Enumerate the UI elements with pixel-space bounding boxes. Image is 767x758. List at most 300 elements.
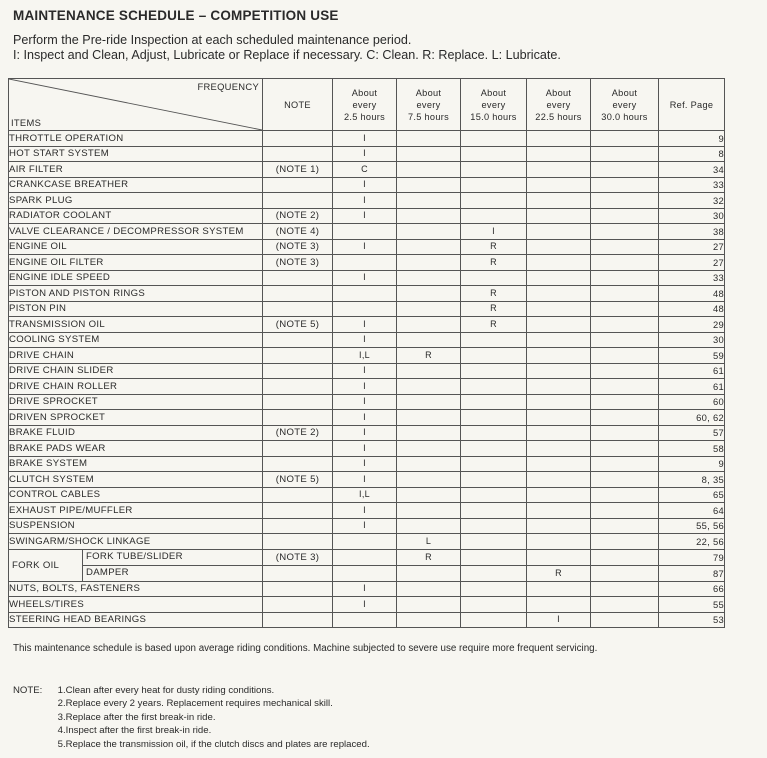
interval-cell: I bbox=[333, 394, 397, 410]
interval-cell bbox=[333, 255, 397, 271]
item-name: CLUTCH SYSTEM bbox=[9, 472, 263, 488]
interval-cell bbox=[461, 456, 527, 472]
interval-cell: I bbox=[333, 363, 397, 379]
table-row bbox=[9, 441, 725, 457]
interval-cell bbox=[397, 503, 461, 519]
items-label: ITEMS bbox=[11, 117, 42, 128]
interval-cell bbox=[527, 301, 591, 317]
interval-cell bbox=[591, 177, 659, 193]
item-name: HOT START SYSTEM bbox=[9, 146, 263, 162]
interval-cell: I bbox=[527, 612, 591, 628]
item-name: NUTS, BOLTS, FASTENERS bbox=[9, 581, 263, 597]
interval-cell bbox=[591, 146, 659, 162]
table-row bbox=[9, 410, 725, 426]
note-cell bbox=[263, 534, 333, 550]
interval-cell bbox=[591, 425, 659, 441]
interval-cell bbox=[397, 363, 461, 379]
table-row bbox=[9, 597, 725, 613]
interval-cell: I bbox=[333, 518, 397, 534]
ref-page-cell: 8, 35 bbox=[659, 472, 725, 488]
interval-cell bbox=[591, 503, 659, 519]
note-cell bbox=[263, 456, 333, 472]
note-cell bbox=[263, 597, 333, 613]
interval-cell bbox=[397, 472, 461, 488]
item-name: WHEELS/TIRES bbox=[9, 597, 263, 613]
interval-cell bbox=[461, 612, 527, 628]
table-row bbox=[9, 146, 725, 162]
table-row bbox=[9, 131, 725, 147]
interval-cell bbox=[527, 487, 591, 503]
interval-cell bbox=[333, 286, 397, 302]
note-cell bbox=[263, 394, 333, 410]
note-item: 5.Replace the transmission oil, if the clutch discs and plates are replaced. bbox=[57, 738, 370, 750]
note-header: NOTE bbox=[263, 79, 333, 131]
table-row bbox=[9, 177, 725, 193]
interval-cell: I bbox=[333, 332, 397, 348]
interval-cell bbox=[591, 534, 659, 550]
note-cell bbox=[263, 131, 333, 147]
interval-cell bbox=[591, 472, 659, 488]
note-cell bbox=[263, 518, 333, 534]
interval-cell bbox=[591, 239, 659, 255]
ref-page-cell: 27 bbox=[659, 239, 725, 255]
table-row bbox=[9, 472, 725, 488]
ref-page-cell: 60, 62 bbox=[659, 410, 725, 426]
interval-cell bbox=[527, 410, 591, 426]
interval-cell bbox=[527, 162, 591, 178]
interval-header: About every 2.5 hours bbox=[333, 79, 397, 131]
interval-cell bbox=[397, 379, 461, 395]
table-row bbox=[9, 534, 725, 550]
interval-cell bbox=[397, 332, 461, 348]
interval-cell bbox=[591, 441, 659, 457]
interval-cell bbox=[527, 146, 591, 162]
ref-page-cell: 57 bbox=[659, 425, 725, 441]
fork-oil-group bbox=[9, 549, 263, 581]
interval-cell bbox=[527, 255, 591, 271]
table-row bbox=[9, 503, 725, 519]
item-name: DRIVE CHAIN SLIDER bbox=[9, 363, 263, 379]
interval-cell bbox=[397, 131, 461, 147]
interval-cell bbox=[333, 301, 397, 317]
item-name: SPARK PLUG bbox=[9, 193, 263, 209]
ref-page-cell: 22, 56 bbox=[659, 534, 725, 550]
item-name: CRANKCASE BREATHER bbox=[9, 177, 263, 193]
ref-page-header: Ref. Page bbox=[659, 79, 725, 131]
ref-page-cell: 30 bbox=[659, 332, 725, 348]
ref-page-cell: 30 bbox=[659, 208, 725, 224]
interval-cell bbox=[591, 193, 659, 209]
interval-cell bbox=[591, 131, 659, 147]
interval-cell bbox=[397, 597, 461, 613]
ref-page-cell: 65 bbox=[659, 487, 725, 503]
interval-cell bbox=[461, 487, 527, 503]
interval-cell bbox=[461, 177, 527, 193]
interval-cell bbox=[591, 301, 659, 317]
interval-cell bbox=[397, 301, 461, 317]
interval-header: About every 22.5 hours bbox=[527, 79, 591, 131]
note-cell bbox=[263, 503, 333, 519]
table-row bbox=[9, 193, 725, 209]
interval-cell: I bbox=[333, 208, 397, 224]
interval-cell bbox=[461, 162, 527, 178]
interval-cell bbox=[461, 534, 527, 550]
interval-cell bbox=[397, 441, 461, 457]
interval-cell: I bbox=[333, 317, 397, 333]
table-row bbox=[9, 394, 725, 410]
table-row bbox=[9, 239, 725, 255]
interval-cell bbox=[397, 410, 461, 426]
interval-cell: R bbox=[461, 317, 527, 333]
interval-cell bbox=[591, 379, 659, 395]
interval-cell bbox=[527, 270, 591, 286]
interval-cell bbox=[527, 177, 591, 193]
note-cell: (NOTE 3) bbox=[263, 239, 333, 255]
ref-page-cell: 66 bbox=[659, 581, 725, 597]
interval-cell bbox=[527, 597, 591, 613]
interval-cell bbox=[461, 379, 527, 395]
interval-cell bbox=[397, 239, 461, 255]
ref-page-cell: 38 bbox=[659, 224, 725, 240]
interval-cell: I bbox=[333, 597, 397, 613]
item-name: ENGINE OIL bbox=[9, 239, 263, 255]
interval-cell bbox=[527, 224, 591, 240]
item-name: BRAKE PADS WEAR bbox=[9, 441, 263, 457]
interval-cell bbox=[461, 425, 527, 441]
item-name: BRAKE FLUID bbox=[9, 425, 263, 441]
interval-cell bbox=[397, 518, 461, 534]
table-body bbox=[9, 131, 725, 628]
interval-cell bbox=[333, 565, 397, 581]
table-row bbox=[9, 301, 725, 317]
interval-cell: I bbox=[333, 472, 397, 488]
ref-page-cell: 9 bbox=[659, 456, 725, 472]
interval-cell bbox=[527, 394, 591, 410]
note-item: 2.Replace every 2 years. Replacement requires mechanical skill. bbox=[57, 698, 333, 710]
interval-cell bbox=[461, 208, 527, 224]
interval-cell bbox=[527, 317, 591, 333]
interval-cell bbox=[591, 286, 659, 302]
note-cell: (NOTE 3) bbox=[263, 255, 333, 271]
interval-cell bbox=[397, 177, 461, 193]
ref-page-cell: 8 bbox=[659, 146, 725, 162]
interval-cell bbox=[527, 348, 591, 364]
frequency-label: FREQUENCY bbox=[197, 81, 259, 92]
interval-cell bbox=[461, 549, 527, 565]
table-row bbox=[9, 456, 725, 472]
interval-cell bbox=[591, 581, 659, 597]
interval-cell bbox=[397, 565, 461, 581]
table-row bbox=[9, 581, 725, 597]
item-name: SUSPENSION bbox=[9, 518, 263, 534]
item-name: VALVE CLEARANCE / DECOMPRESSOR SYSTEM bbox=[9, 224, 263, 240]
interval-cell bbox=[397, 208, 461, 224]
ref-page-cell: 33 bbox=[659, 270, 725, 286]
interval-cell: I bbox=[333, 425, 397, 441]
ref-page-cell: 58 bbox=[659, 441, 725, 457]
footer-text: This maintenance schedule is based upon average riding conditions. Machine subjected to severe use require more frequent servicing. bbox=[13, 643, 598, 654]
interval-cell bbox=[527, 472, 591, 488]
table-row bbox=[9, 332, 725, 348]
item-name: PISTON AND PISTON RINGS bbox=[9, 286, 263, 302]
note-cell bbox=[263, 565, 333, 581]
interval-cell bbox=[591, 612, 659, 628]
note-cell bbox=[263, 379, 333, 395]
item-name: CONTROL CABLES bbox=[9, 487, 263, 503]
interval-cell bbox=[527, 518, 591, 534]
ref-page-cell: 55, 56 bbox=[659, 518, 725, 534]
interval-header: About every 30.0 hours bbox=[591, 79, 659, 131]
interval-cell bbox=[591, 317, 659, 333]
note-cell bbox=[263, 581, 333, 597]
note-cell: (NOTE 2) bbox=[263, 208, 333, 224]
note-cell: (NOTE 3) bbox=[263, 549, 333, 565]
note-cell bbox=[263, 270, 333, 286]
interval-cell bbox=[591, 487, 659, 503]
interval-cell bbox=[591, 162, 659, 178]
interval-cell bbox=[461, 441, 527, 457]
interval-cell bbox=[397, 193, 461, 209]
interval-cell: I bbox=[333, 193, 397, 209]
note-item: 3.Replace after the first break-in ride. bbox=[57, 711, 216, 723]
interval-cell: I bbox=[333, 503, 397, 519]
interval-cell bbox=[333, 612, 397, 628]
table-row bbox=[9, 162, 725, 178]
interval-cell bbox=[397, 146, 461, 162]
interval-cell bbox=[461, 348, 527, 364]
interval-cell bbox=[397, 425, 461, 441]
item-name: DAMPER bbox=[86, 566, 129, 578]
fork-oil-label: FORK OIL bbox=[9, 550, 83, 581]
interval-cell bbox=[527, 208, 591, 224]
note-cell: (NOTE 1) bbox=[263, 162, 333, 178]
table-row bbox=[9, 425, 725, 441]
interval-cell bbox=[397, 270, 461, 286]
ref-page-cell: 9 bbox=[659, 131, 725, 147]
interval-cell bbox=[591, 332, 659, 348]
interval-cell: I bbox=[333, 270, 397, 286]
interval-cell bbox=[527, 503, 591, 519]
interval-cell bbox=[527, 549, 591, 565]
item-name: AIR FILTER bbox=[9, 162, 263, 178]
note-cell: (NOTE 2) bbox=[263, 425, 333, 441]
interval-cell bbox=[461, 193, 527, 209]
interval-cell bbox=[591, 255, 659, 271]
interval-cell bbox=[591, 549, 659, 565]
interval-cell bbox=[527, 456, 591, 472]
frequency-items-header bbox=[9, 79, 263, 131]
interval-cell: R bbox=[461, 239, 527, 255]
table-row bbox=[9, 317, 725, 333]
interval-cell: R bbox=[527, 565, 591, 581]
interval-cell bbox=[397, 224, 461, 240]
note-cell bbox=[263, 301, 333, 317]
item-name: DRIVE SPROCKET bbox=[9, 394, 263, 410]
interval-cell bbox=[591, 363, 659, 379]
interval-cell bbox=[461, 597, 527, 613]
table-row bbox=[9, 379, 725, 395]
ref-page-cell: 27 bbox=[659, 255, 725, 271]
interval-cell bbox=[461, 503, 527, 519]
interval-cell bbox=[527, 441, 591, 457]
ref-page-cell: 48 bbox=[659, 286, 725, 302]
interval-cell bbox=[527, 131, 591, 147]
interval-cell: R bbox=[461, 255, 527, 271]
interval-cell: L bbox=[397, 534, 461, 550]
note-cell bbox=[263, 146, 333, 162]
note-cell: (NOTE 5) bbox=[263, 317, 333, 333]
ref-page-cell: 87 bbox=[659, 565, 725, 581]
interval-cell bbox=[397, 456, 461, 472]
interval-cell bbox=[397, 317, 461, 333]
interval-cell: I bbox=[333, 441, 397, 457]
interval-cell bbox=[397, 612, 461, 628]
ref-page-cell: 53 bbox=[659, 612, 725, 628]
note-cell: (NOTE 5) bbox=[263, 472, 333, 488]
interval-cell bbox=[333, 534, 397, 550]
item-name: RADIATOR COOLANT bbox=[9, 208, 263, 224]
interval-cell bbox=[527, 379, 591, 395]
interval-cell bbox=[591, 565, 659, 581]
item-name: PISTON PIN bbox=[9, 301, 263, 317]
item-name: SWINGARM/SHOCK LINKAGE bbox=[9, 534, 263, 550]
interval-cell bbox=[397, 255, 461, 271]
interval-cell bbox=[397, 581, 461, 597]
note-cell bbox=[263, 348, 333, 364]
interval-cell: I,L bbox=[333, 487, 397, 503]
interval-cell bbox=[397, 162, 461, 178]
interval-cell: R bbox=[397, 348, 461, 364]
interval-cell: R bbox=[397, 549, 461, 565]
item-name: ENGINE IDLE SPEED bbox=[9, 270, 263, 286]
table-row bbox=[9, 363, 725, 379]
interval-cell bbox=[397, 286, 461, 302]
ref-page-cell: 33 bbox=[659, 177, 725, 193]
interval-cell bbox=[591, 270, 659, 286]
interval-cell: I bbox=[333, 239, 397, 255]
note-cell bbox=[263, 177, 333, 193]
interval-cell bbox=[527, 363, 591, 379]
interval-cell bbox=[461, 332, 527, 348]
notes-section bbox=[13, 684, 370, 751]
ref-page-cell: 29 bbox=[659, 317, 725, 333]
header-row bbox=[9, 79, 725, 131]
interval-cell bbox=[591, 597, 659, 613]
note-cell bbox=[263, 441, 333, 457]
ref-page-cell: 48 bbox=[659, 301, 725, 317]
interval-cell bbox=[591, 410, 659, 426]
note-item: 4.Inspect after the first break-in ride. bbox=[57, 725, 212, 737]
interval-cell bbox=[527, 581, 591, 597]
table-row bbox=[9, 208, 725, 224]
table-row bbox=[9, 487, 725, 503]
item-name: EXHAUST PIPE/MUFFLER bbox=[9, 503, 263, 519]
item-name: STEERING HEAD BEARINGS bbox=[9, 612, 263, 628]
interval-cell bbox=[461, 581, 527, 597]
interval-cell bbox=[461, 565, 527, 581]
item-name: COOLING SYSTEM bbox=[9, 332, 263, 348]
ref-page-cell: 34 bbox=[659, 162, 725, 178]
table-row bbox=[9, 549, 725, 565]
intro-text bbox=[13, 33, 561, 63]
note-cell bbox=[263, 363, 333, 379]
notes-list bbox=[58, 684, 370, 751]
interval-cell bbox=[461, 518, 527, 534]
interval-cell bbox=[461, 270, 527, 286]
note-item: 1.Clean after every heat for dusty riding conditions. bbox=[57, 685, 275, 696]
table-row bbox=[9, 286, 725, 302]
ref-page-cell: 79 bbox=[659, 549, 725, 565]
item-name: ENGINE OIL FILTER bbox=[9, 255, 263, 271]
ref-page-cell: 55 bbox=[659, 597, 725, 613]
interval-cell bbox=[333, 224, 397, 240]
interval-cell: I bbox=[333, 581, 397, 597]
ref-page-cell: 32 bbox=[659, 193, 725, 209]
interval-cell: I bbox=[333, 131, 397, 147]
note-cell bbox=[263, 332, 333, 348]
interval-cell bbox=[591, 348, 659, 364]
interval-cell: I,L bbox=[333, 348, 397, 364]
interval-cell bbox=[591, 394, 659, 410]
ref-page-cell: 61 bbox=[659, 379, 725, 395]
ref-page-cell: 61 bbox=[659, 363, 725, 379]
interval-cell bbox=[333, 549, 397, 565]
item-name: THROTTLE OPERATION bbox=[9, 131, 263, 147]
item-name: DRIVEN SPROCKET bbox=[9, 410, 263, 426]
interval-cell: R bbox=[461, 286, 527, 302]
interval-cell bbox=[461, 131, 527, 147]
interval-cell bbox=[591, 456, 659, 472]
table-row bbox=[9, 612, 725, 628]
maintenance-table bbox=[8, 78, 725, 628]
item-name: BRAKE SYSTEM bbox=[9, 456, 263, 472]
interval-cell bbox=[397, 487, 461, 503]
item-name: DRIVE CHAIN bbox=[9, 348, 263, 364]
interval-cell bbox=[461, 363, 527, 379]
interval-cell bbox=[461, 146, 527, 162]
item-name: FORK TUBE/SLIDER bbox=[83, 550, 262, 566]
interval-cell bbox=[591, 224, 659, 240]
interval-cell bbox=[397, 394, 461, 410]
interval-cell bbox=[527, 193, 591, 209]
intro-line-1: Perform the Pre-ride Inspection at each scheduled maintenance period. bbox=[13, 33, 412, 47]
item-name: DRIVE CHAIN ROLLER bbox=[9, 379, 263, 395]
table-row bbox=[9, 348, 725, 364]
ref-page-cell: 64 bbox=[659, 503, 725, 519]
interval-cell bbox=[461, 394, 527, 410]
interval-cell bbox=[461, 472, 527, 488]
interval-cell bbox=[461, 410, 527, 426]
intro-line-2: I: Inspect and Clean, Adjust, Lubricate or Replace if necessary. C: Clean. R: Replace. L: Lubricate. bbox=[13, 48, 561, 62]
note-cell bbox=[263, 410, 333, 426]
interval-cell: I bbox=[461, 224, 527, 240]
interval-header: About every 7.5 hours bbox=[397, 79, 461, 131]
note-cell bbox=[263, 612, 333, 628]
interval-cell: R bbox=[461, 301, 527, 317]
interval-cell bbox=[591, 518, 659, 534]
interval-cell: I bbox=[333, 456, 397, 472]
interval-cell: I bbox=[333, 146, 397, 162]
interval-cell: I bbox=[333, 379, 397, 395]
interval-cell bbox=[527, 425, 591, 441]
note-cell bbox=[263, 286, 333, 302]
notes-label: NOTE: bbox=[13, 685, 43, 696]
item-name: TRANSMISSION OIL bbox=[9, 317, 263, 333]
table-row bbox=[9, 255, 725, 271]
interval-cell bbox=[591, 208, 659, 224]
interval-cell bbox=[527, 286, 591, 302]
page-title: MAINTENANCE SCHEDULE – COMPETITION USE bbox=[13, 8, 339, 23]
